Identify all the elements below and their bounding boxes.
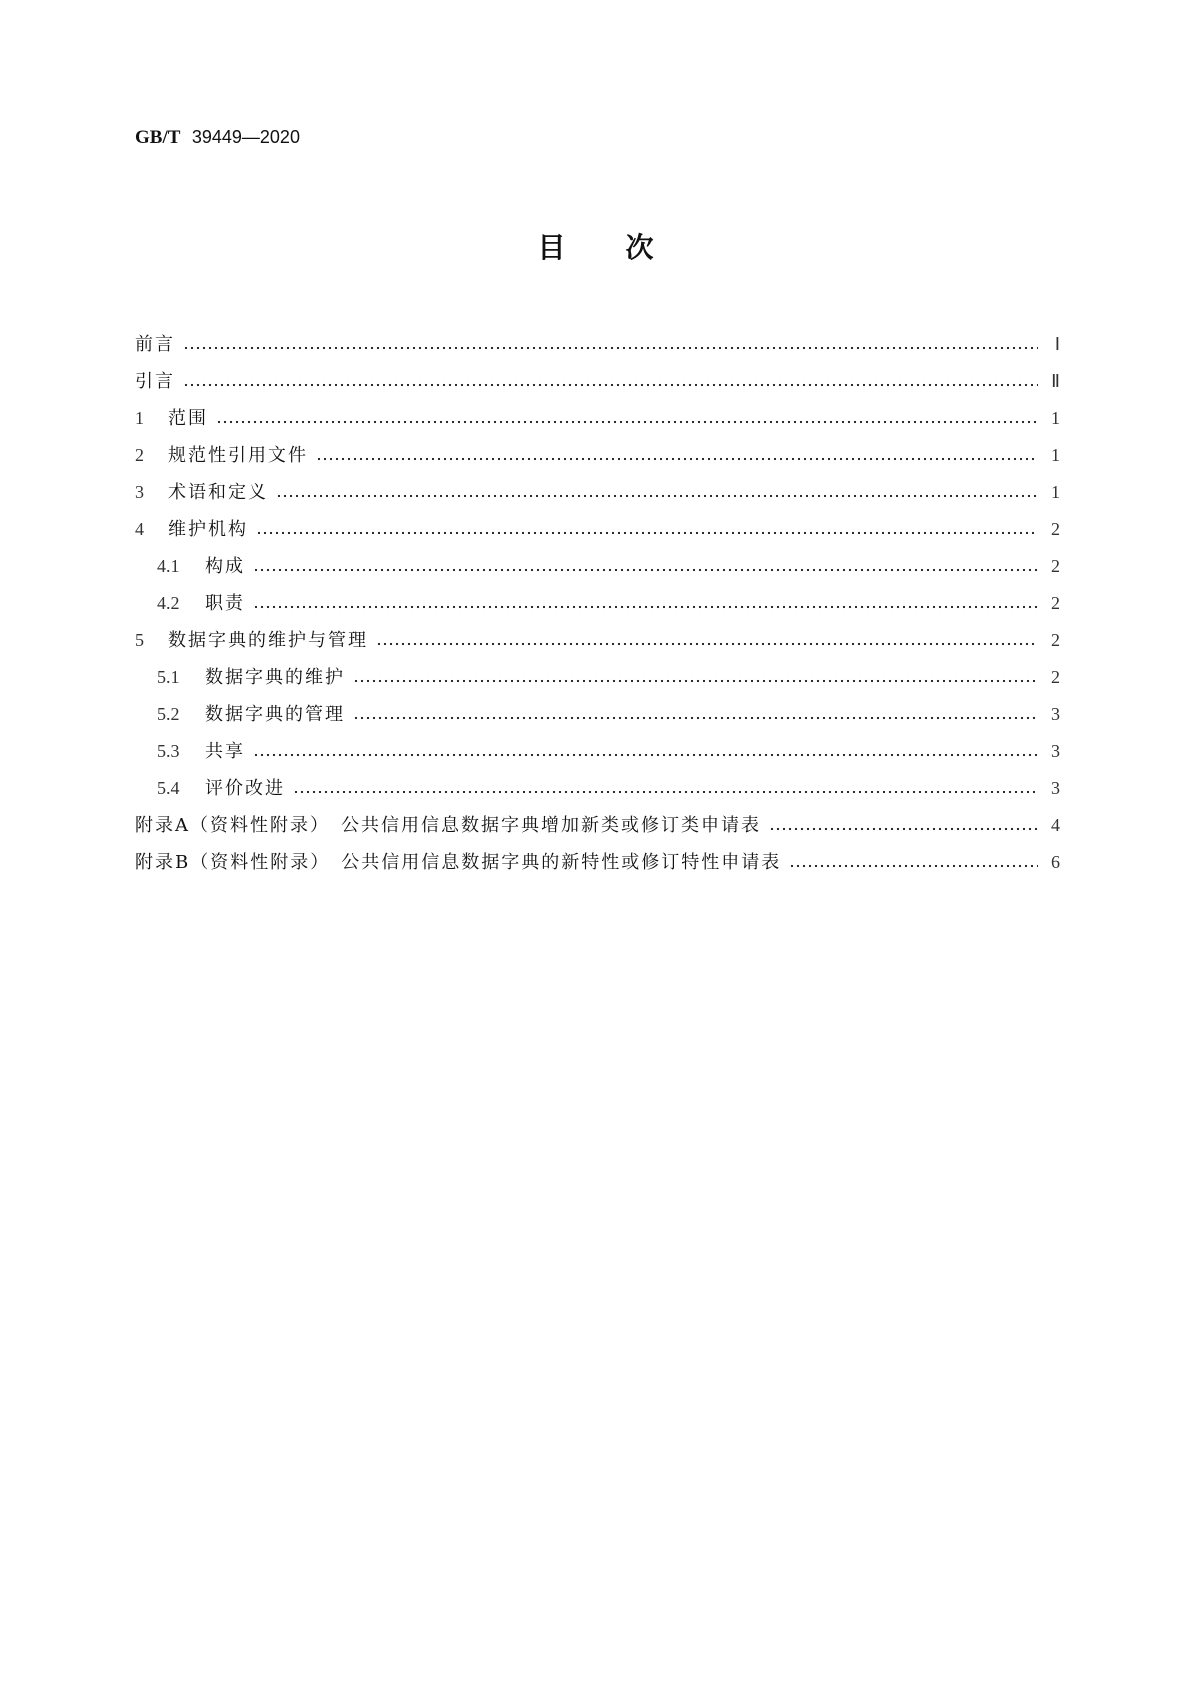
standard-number [135,127,300,149]
toc-entry-label: 数据字典的维护 [205,667,345,688]
standard-code: 39449—2020 [191,127,300,147]
dot-leader [293,790,1038,794]
toc-entry[interactable] [135,363,1060,400]
toc-entry-label: 附录B（资料性附录） 公共信用信息数据字典的新特性或修订特性申请表 [135,852,782,873]
page-title: 目次 [537,231,714,264]
toc-entry-number: 5.4 [157,778,180,798]
toc-entry-label: 术语和定义 [168,482,268,503]
dot-leader [353,679,1038,683]
toc-entry-number: 3 [135,482,144,502]
toc-entry[interactable] [135,807,1060,844]
toc-entry-page: 2 [1051,519,1060,539]
toc-entry[interactable] [135,511,1060,548]
dot-leader [183,346,1038,350]
dot-leader [183,383,1038,387]
dot-leader [769,827,1038,831]
toc-entry[interactable] [135,844,1060,881]
toc-entry[interactable] [135,400,1060,437]
table-of-contents [135,326,1060,881]
dot-leader [253,568,1038,572]
toc-entry-label: 范围 [168,408,208,429]
toc-entry[interactable] [135,659,1060,696]
toc-entry-number: 5.2 [157,704,180,724]
toc-entry-label: 引言 [135,371,175,392]
toc-entry-page: 1 [1051,482,1060,502]
toc-entry[interactable] [135,733,1060,770]
toc-entry-label: 规范性引用文件 [168,445,308,466]
toc-entry-page: 2 [1051,593,1060,613]
dot-leader [253,605,1038,609]
dot-leader [253,753,1038,757]
toc-entry-number: 1 [135,408,144,428]
toc-entry-page: 3 [1051,778,1060,798]
toc-entry-page: 1 [1051,408,1060,428]
toc-entry-label: 共享 [205,741,245,762]
toc-entry-number: 5.3 [157,741,180,761]
toc-entry-label: 构成 [205,556,245,577]
toc-entry[interactable] [135,696,1060,733]
toc-entry-label: 数据字典的管理 [205,704,345,725]
dot-leader [276,494,1038,498]
dot-leader [353,716,1038,720]
dot-leader [316,457,1038,461]
toc-entry-number: 5 [135,630,144,650]
toc-entry-page: 2 [1051,667,1060,687]
toc-entry-number: 4.1 [157,556,180,576]
toc-entry-number: 4.2 [157,593,180,613]
toc-entry-number: 4 [135,519,144,539]
toc-entry-page: 4 [1051,815,1060,835]
toc-entry-label: 职责 [205,593,245,614]
toc-entry[interactable] [135,474,1060,511]
toc-entry-number: 5.1 [157,667,180,687]
toc-entry[interactable] [135,326,1060,363]
toc-entry[interactable] [135,585,1060,622]
toc-entry[interactable] [135,770,1060,807]
standard-prefix: GB/T [135,127,181,148]
toc-entry[interactable] [135,437,1060,474]
toc-entry-page: Ⅱ [1051,371,1060,391]
toc-entry-page: 1 [1051,445,1060,465]
dot-leader [376,642,1038,646]
toc-entry-label: 前言 [135,334,175,355]
toc-entry-page: 2 [1051,630,1060,650]
dot-leader [789,864,1038,868]
toc-entry-label: 维护机构 [168,519,248,540]
toc-entry-number: 2 [135,445,144,465]
toc-entry-label: 数据字典的维护与管理 [168,630,368,651]
toc-entry[interactable] [135,548,1060,585]
toc-entry[interactable] [135,622,1060,659]
toc-entry-label: 评价改进 [205,778,285,799]
toc-entry-page: Ⅰ [1054,334,1060,354]
dot-leader [216,420,1038,424]
dot-leader [256,531,1038,535]
toc-entry-page: 6 [1051,852,1060,872]
toc-entry-page: 3 [1051,741,1060,761]
toc-entry-label: 附录A（资料性附录） 公共信用信息数据字典增加新类或修订类申请表 [135,815,761,836]
toc-entry-page: 3 [1051,704,1060,724]
toc-entry-page: 2 [1051,556,1060,576]
